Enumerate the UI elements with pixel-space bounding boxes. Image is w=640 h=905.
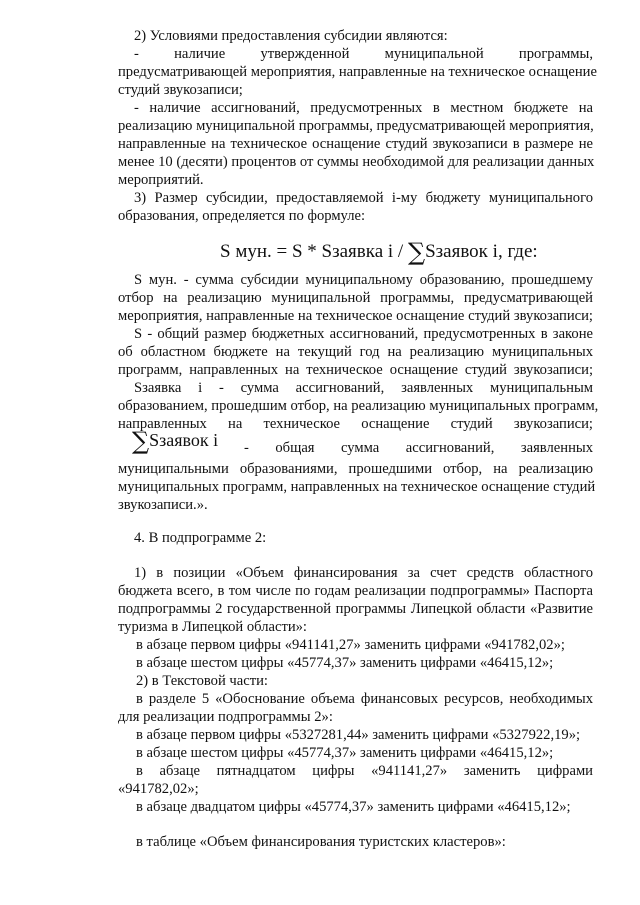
paragraph-line: 1) в позиции «Объем финансирования за счет средств областного — [134, 565, 593, 581]
sum-term-label: Sзаявок i — [149, 430, 219, 450]
paragraph-line: подпрограммы 2 государственной программы Липецкой области «Развитие — [118, 601, 593, 617]
paragraph-line: 2) в Текстовой части: — [136, 673, 268, 689]
formula-lhs: S мун. = S * Sзаявка i / — [220, 241, 408, 262]
paragraph-line: об областном бюджете на текущий год на реализацию муниципальных — [118, 344, 593, 360]
paragraph-line: студий звукозаписи; — [118, 82, 243, 98]
paragraph-line: звукозаписи.». — [118, 497, 208, 513]
paragraph-line: в абзаце пятнадцатом цифры «941141,27» заменить цифрами — [136, 763, 593, 779]
sum-symbol-icon: ∑ — [132, 427, 150, 455]
paragraph-line: - наличие ассигнований, предусмотренных в местном бюджете на — [134, 100, 593, 116]
paragraph-line: менее 10 (десяти) процентов от суммы необходимой для реализации данных — [118, 154, 595, 170]
paragraph-line: программ, направленных на техническое оснащение студий звукозаписи; — [118, 362, 593, 378]
paragraph-line: муниципальными образованиями, прошедшими отбор, на реализацию — [118, 461, 593, 477]
paragraph-line: в таблице «Объем финансирования туристских кластеров»: — [136, 834, 506, 850]
paragraph-line: в абзаце двадцатом цифры «45774,37» заменить цифрами «46415,12»; — [136, 799, 571, 815]
section-heading: 4. В подпрограмме 2: — [134, 530, 267, 546]
paragraph-line: предусматривающей мероприятия, направленные на техническое оснащение — [118, 64, 597, 80]
paragraph-line: в абзаце шестом цифры «45774,37» заменить цифрами «46415,12»; — [136, 655, 554, 671]
paragraph-line: образования, определяется по формуле: — [118, 208, 366, 224]
paragraph-line: S мун. - сумма субсидии муниципальному образованию, прошедшему — [134, 272, 593, 288]
formula-rhs: Sзаявок i, где: — [425, 241, 538, 262]
paragraph-line: отбор на реализацию муниципальной программы, предусматривающей — [118, 290, 593, 306]
paragraph-line: «941782,02»; — [118, 781, 199, 797]
paragraph-line: 2) Условиями предоставления субсидии являются: — [134, 28, 448, 44]
paragraph-line: реализацию муниципальной программы, предусматривающей мероприятия, — [118, 118, 594, 134]
paragraph-line: Sзаявка i - сумма ассигнований, заявленных муниципальным — [134, 380, 593, 396]
paragraph-line: направленные на техническое оснащение студий звукозаписи в размере не — [118, 136, 593, 152]
paragraph-line: 3) Размер субсидии, предоставляемой i-му бюджету муниципального — [134, 190, 593, 206]
paragraph-line: мероприятий. — [118, 172, 204, 188]
paragraph-line: бюджета всего, в том числе по годам реализации подпрограммы» Паспорта — [118, 583, 593, 599]
sum-symbol-icon: ∑ — [407, 238, 426, 266]
paragraph-line: направленных на техническое оснащение студий звукозаписи; — [118, 416, 593, 432]
paragraph-line: в абзаце первом цифры «5327281,44» заменить цифрами «5327922,19»; — [136, 727, 581, 743]
subsidy-formula — [220, 240, 538, 264]
paragraph-line: в разделе 5 «Обоснование объема финансовых ресурсов, необходимых — [136, 691, 593, 707]
paragraph-line: туризма в Липецкой области»: — [118, 619, 307, 635]
paragraph-line: в абзаце первом цифры «941141,27» заменить цифрами «941782,02»; — [136, 637, 565, 653]
paragraph-line: - общая сумма ассигнований, заявленных — [244, 440, 593, 456]
paragraph-line: для реализации подпрограммы 2»: — [118, 709, 333, 725]
paragraph-line: мероприятия, направленные на техническое оснащение студий звукозаписи; — [118, 308, 593, 324]
paragraph-line: образованием, прошедшим отбор, на реализацию муниципальных программ, — [118, 398, 599, 414]
paragraph-line: S - общий размер бюджетных ассигнований, предусмотренных в законе — [134, 326, 593, 342]
paragraph-line: муниципальных программ, направленных на техническое оснащение студий — [118, 479, 596, 495]
paragraph-line: - наличие утвержденной муниципальной программы, — [134, 46, 593, 62]
sum-term — [132, 428, 218, 453]
paragraph-line: в абзаце шестом цифры «45774,37» заменить цифрами «46415,12»; — [136, 745, 554, 761]
